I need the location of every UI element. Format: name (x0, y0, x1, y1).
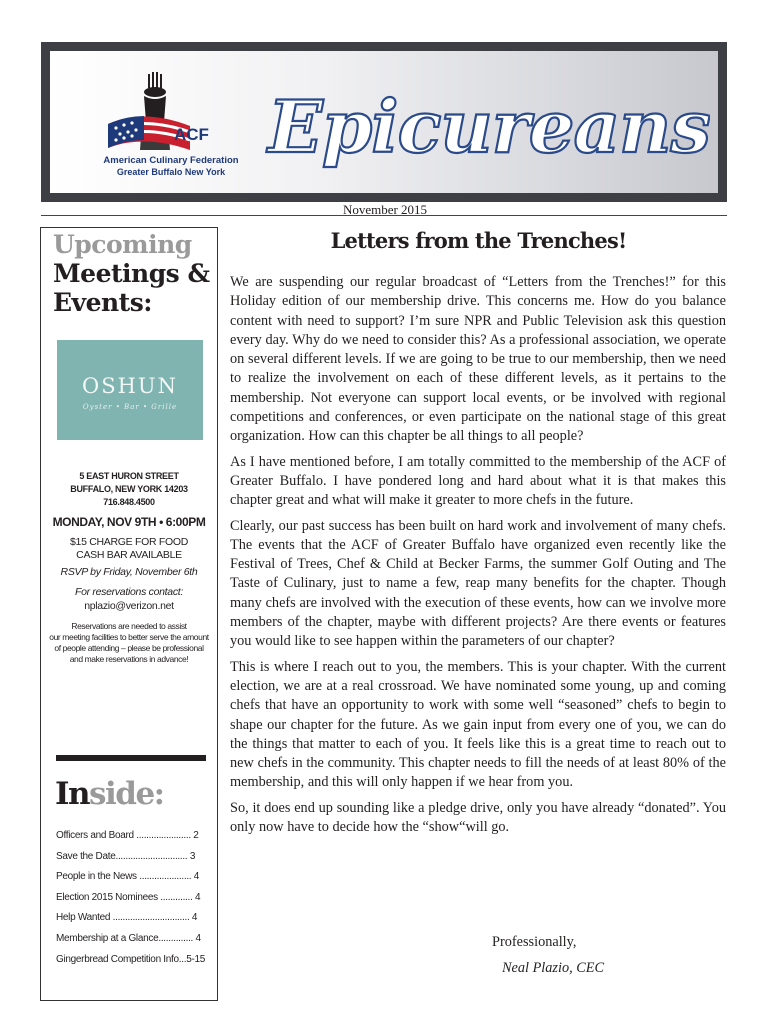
toc-item[interactable]: Gingerbread Competition Info...5-15 (56, 953, 206, 965)
table-of-contents (56, 826, 206, 970)
article-headline: Letters from the Trenches! (330, 228, 627, 253)
events-heading-line1: Upcoming (53, 230, 192, 259)
venue-logo-tagline: Oyster • Bar • Grille (82, 403, 178, 411)
toc-item[interactable]: People in the News ..................... 4 (56, 871, 200, 883)
reservation-note-line1: Reservations are needed to assist (71, 621, 187, 631)
article-paragraph: So, it does end up sounding like a pledge drive, only you have already “donated”. You only now have to decide how the “show“will go. (230, 799, 726, 836)
reservation-note-line2: our meeting facilities to better serve the amount (49, 632, 209, 642)
reservation-note-line3: of people attending – please be professional (54, 643, 204, 653)
event-bar: CASH BAR AVAILABLE (76, 549, 182, 561)
author-signature: Neal Plazio, CEC (502, 960, 605, 976)
venue-logo-text: OSHUN (82, 374, 178, 398)
closing-salutation: Professionally, (492, 934, 577, 950)
inside-heading-part2: side: (89, 776, 164, 812)
venue-logo (57, 340, 203, 440)
contact-email[interactable]: nplazio@verizon.net (84, 600, 174, 612)
event-charge: $15 CHARGE FOR FOOD (70, 536, 188, 548)
venue-phone: 716.848.4500 (103, 497, 155, 507)
toc-item[interactable]: Save the Date............................. 3 (56, 850, 196, 862)
newsletter-title (262, 62, 710, 180)
article-paragraph: This is where I reach out to you, the members. This is your chapter. With the current election, we are at a real crossroad. We have nominated some young, up and coming chefs that have an opportunity to work with some well “seasoned” chefs to begin to shape our chapter for the future. As we gain input from every one of you, we can do the things that matter to each of you. It feels like this is a great time to reach out to new chefs in the community. This chapter needs to fill the needs of at least 80% of the membership, and this will only happen if we hear from you. (230, 658, 726, 791)
inside-heading-part1: In (55, 776, 90, 812)
article-closing (492, 929, 604, 981)
org-name: American Culinary Federation (103, 155, 239, 166)
org-region: Greater Buffalo New York (116, 167, 226, 177)
article-paragraph: We are suspending our regular broadcast of “Letters from the Trenches!” for this Holiday edition of our membership drive. This concerns me. How do you balance content with need to support? I’m sure NPR and Public Television ask this question every day. Why do we need to consider this? As a professional association, we operate on several different levels. If we are going to be true to our membership, then we need to realize the involvement on each of these different levels, as it pertains to the membership. Not everyone can support local events, or be involved with regional competitions and conferences, or even participate on the national stage of this great organization. How can this chapter be all things to all people? (230, 274, 726, 445)
toc-item[interactable]: Election 2015 Nominees ............. 4 (56, 891, 201, 903)
article-paragraph: As I have mentioned before, I am totally committed to the membership of the ACF of Greater Buffalo. I have pondered long and hard about what it is that makes this chapter great and what will make it greater to more chefs in the future. (230, 453, 726, 509)
inside-heading (55, 776, 164, 812)
events-heading-line2: Meetings & (53, 259, 210, 288)
events-heading-line3: Events: (53, 288, 153, 317)
toc-item[interactable]: Membership at a Glance.............. 4 (56, 932, 201, 944)
event-datetime: MONDAY, NOV 9TH • 6:00PM (52, 515, 206, 529)
toc-item[interactable]: Officers and Board ...................... 2 (56, 830, 199, 841)
events-heading (53, 230, 210, 317)
article-paragraph: Clearly, our past success has been built on hard work and involvement of many chefs. The events that the ACF of Greater Buffalo have organized even recently like the Festival of Trees, Chef & Child at Becker Farms, the summer Golf Outing and The Taste of Culinary, just to name a few, reap many benefits for the chapter. Though many chefs are involved with the execution of these events, how can we involve more members of the chapter, maybe with different projects? Are there events or features you would like to see happen within the parameters of our chapter? (230, 517, 726, 650)
reservation-note-line4: and make reservations in advance! (69, 654, 189, 664)
issue-date: November 2015 (342, 202, 428, 217)
article-body (230, 273, 726, 843)
title-text: Epicureans (268, 84, 710, 169)
venue-address-line2: BUFFALO, NEW YORK 14203 (70, 484, 188, 494)
contact-label: For reservations contact: (74, 586, 184, 598)
venue-address-line1: 5 EAST HURON STREET (79, 471, 179, 481)
logo-acf-text: ACF (174, 125, 209, 144)
event-rsvp: RSVP by Friday, November 6th (60, 566, 198, 578)
inside-divider (56, 755, 206, 761)
toc-item[interactable]: Help Wanted ............................... 4 (56, 912, 198, 924)
